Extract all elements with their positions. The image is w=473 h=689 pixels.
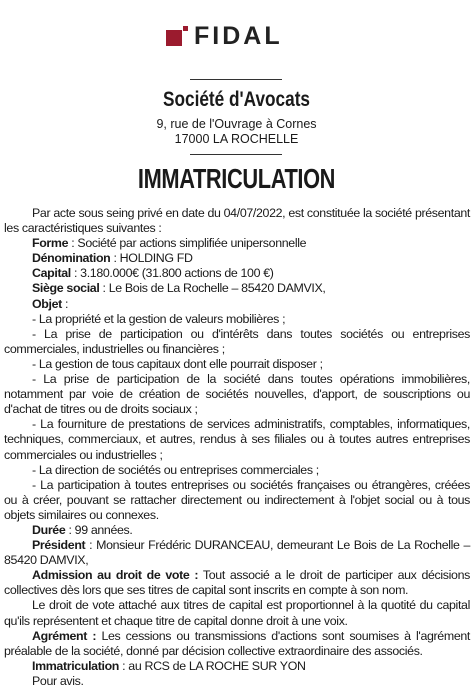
firm-address [0, 117, 473, 147]
objet-label: Objet [32, 296, 62, 311]
duree-value: : 99 années. [65, 522, 133, 537]
president-value: : Monsieur Frédéric DURANCEAU, demeurant Le Bois de La Rochelle – 85420 DAMVIX, [4, 538, 470, 568]
divider-top [190, 79, 282, 80]
admission-line [4, 568, 470, 598]
fidal-logo [166, 22, 316, 48]
president-label: Président [32, 538, 86, 553]
droit-vote-paragraph: Le droit de vote attaché aux titres de capital est proportionnel à la quotité du capital qu'ils représentent et chaque titre de capital donne droit à une voix. [4, 598, 470, 628]
agrement-line [4, 629, 470, 659]
notice-heading: IMMATRICULATION [137, 163, 336, 194]
fidal-logo-mark-icon [166, 26, 188, 46]
siege-label: Siège social [32, 281, 100, 296]
denomination-line [4, 251, 470, 266]
duree-line [4, 523, 470, 538]
objet-item: - La fourniture de prestations de services administratifs, comptables, informatiques, techniques, commerciaux, et autres, rendus à ses filiales ou à toutes autres entreprises commerciales ou industrielles ; [4, 417, 470, 462]
firm-address-line2: 17000 LA ROCHELLE [174, 132, 299, 146]
objet-value: : [61, 296, 69, 311]
intro-paragraph: Par acte sous seing privé en date du 04/07/2022, est constituée la société présentant les caractéristiques suivantes : [4, 206, 470, 236]
capital-line [4, 266, 470, 281]
firm-title: Société d'Avocats [162, 88, 311, 111]
objet-item: - La prise de participation de la société dans toutes opérations immobilières, notamment par voie de création de sociétés nouvelles, d'apport, de souscriptions ou d'achat de titres ou de droits sociaux ; [4, 372, 470, 417]
objet-line [4, 297, 470, 312]
divider-bottom [190, 154, 282, 155]
objet-item: - La participation à toutes entreprises ou sociétés françaises ou étrangères, créées ou à créer, pouvant se rattacher directement ou indirectement à l'objet social ou à tous objets similaires ou connexes. [4, 477, 470, 522]
notice-body [4, 206, 470, 689]
president-line [4, 538, 470, 568]
immatriculation-label: Immatriculation [32, 658, 120, 673]
forme-label: Forme [32, 236, 69, 251]
admission-value: Tout associé a le droit de participer aux décisions collectives dès lors que ses titres de capital sont inscrits en compte à son nom. [4, 568, 470, 598]
siege-value: : Le Bois de La Rochelle – 85420 DAMVIX, [99, 281, 326, 296]
objet-item: - La gestion de tous capitaux dont elle pourrait disposer ; [32, 356, 323, 371]
objet-item: - La propriété et la gestion de valeurs mobilières ; [32, 311, 286, 326]
admission-label: Admission au droit de vote : [32, 568, 199, 583]
siege-line [4, 281, 470, 296]
denomination-value: : HOLDING FD [110, 251, 193, 266]
forme-line [4, 236, 470, 251]
closing-line: Pour avis. [32, 673, 84, 688]
immatriculation-line [4, 659, 470, 674]
forme-value: : Société par actions simplifiée unipersonnelle [68, 236, 307, 251]
firm-address-line1: 9, rue de l'Ouvrage à Cornes [156, 117, 317, 131]
logo-brand-text: FIDAL [194, 22, 283, 50]
capital-value: : 3.180.000€ (31.800 actions de 100 €) [70, 266, 274, 281]
agrement-value: Les cessions ou transmissions d'actions sont soumises à l'agrément préalable de la société, donné par décision collective extraordinaire des associés. [4, 628, 470, 658]
duree-label: Durée [32, 522, 66, 537]
objet-item: - La prise de participation ou d'intérêts dans toutes sociétés ou entreprises commerciales, industrielles ou financières ; [4, 326, 470, 356]
immatriculation-value: : au RCS de LA ROCHE SUR YON [119, 658, 306, 673]
agrement-label: Agrément : [32, 628, 97, 643]
denomination-label: Dénomination [32, 251, 111, 266]
objet-item: - La direction de sociétés ou entreprises commerciales ; [32, 462, 319, 477]
capital-label: Capital [32, 266, 71, 281]
